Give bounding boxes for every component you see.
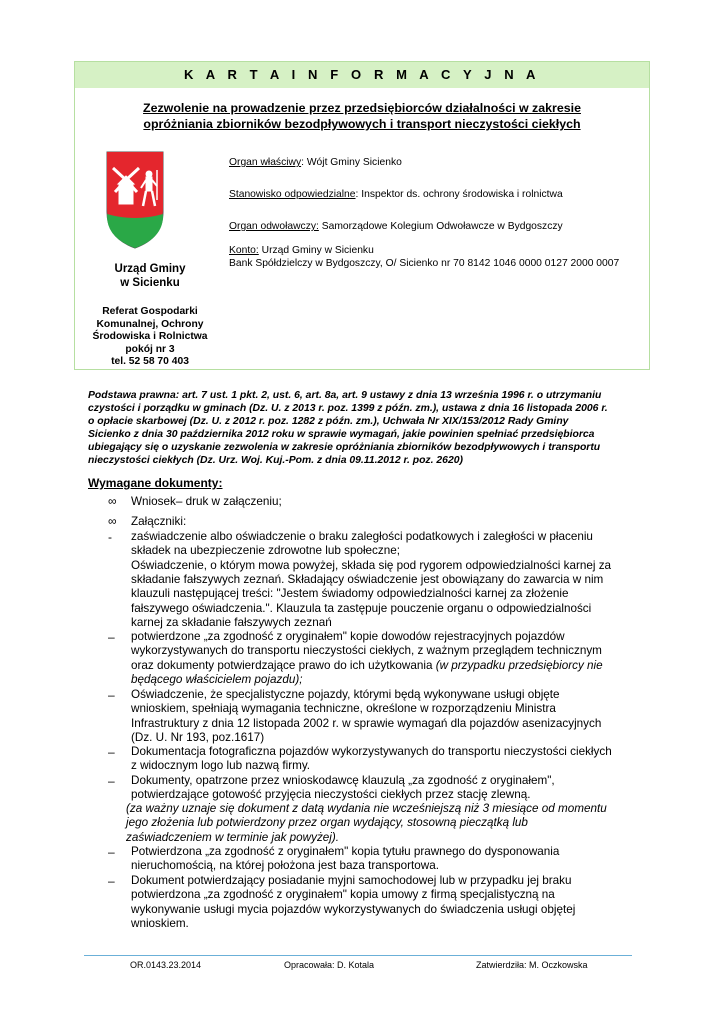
subject-line-2: opróżniania zbiorników bezodpływowych i transport nieczystości ciekłych	[143, 117, 581, 131]
attachment-property-title	[131, 845, 639, 874]
list-item: Wniosek– druk w załączeniu;	[131, 495, 282, 508]
text-line: składek na ubezpieczenie zdrowotne lub społeczne;	[131, 544, 400, 558]
office-name	[75, 262, 225, 290]
text-line: potwierdzające gotowość przyjęcia nieczystości ciekłych przez stację zlewną.	[131, 788, 531, 802]
appeal-value: Samorządowe Kolegium Odwoławcze w Bydgoszczy	[318, 221, 563, 232]
text-span-italic: (w przypadku przedsiębiorcy nie	[435, 658, 603, 672]
dept-line-1: Referat Gospodarki	[102, 306, 198, 317]
text-line: Infrastruktury z dnia 12 listopada 2002 r. w sprawie wymagań dla pojazdów asenizacyjnych	[131, 716, 602, 730]
footer-approved-by: Zatwierdziła: M. Oczkowska	[476, 960, 588, 970]
text-line: wnioskiem, spełniają wymagania techniczne, określone w rozporządzeniu Ministra	[131, 702, 556, 716]
organ-row	[229, 157, 402, 170]
text-line: zaświadczenie albo oświadczenie o braku zaległości podatkowych i zaległości w płaceniu	[131, 530, 593, 543]
position-value: : Inspektor ds. ochrony środowiska i rolnictwa	[355, 189, 563, 200]
text-line: (Dz. U. Nr 193, poz.1617)	[131, 731, 265, 745]
card-title: K A R T A I N F O R M A C Y J N A	[75, 62, 649, 88]
text-line: jego złożenia lub potwierdzony przez organ wydający, stosowną pieczątką lub	[126, 816, 528, 830]
text-line: wykorzystywanych do transportu nieczystości ciekłych, z ważnym przeglądem technicznym	[131, 644, 602, 658]
text-line: potwierdzone „za zgodność z oryginałem" kopie dowodów rejestracyjnych pojazdów	[131, 630, 565, 643]
text-line: Dokumentacja fotograficzna pojazdów wykorzystywanych do transportu nieczystości ciekłych	[131, 745, 612, 758]
legal-line: o opłacie skarbowej (Dz. U. z 2012 r. poz. 1282 z późn. zm.), Uchwała Nr XIX/153/2012 Rady Gminy	[88, 416, 569, 428]
legal-line: Sicienko z dnia 30 października 2012 roku w sprawie wymagań, jakie powinien spełniać przedsiębiorca	[88, 429, 595, 441]
text-line	[131, 673, 639, 687]
text-line: Potwierdzona „za zgodność z oryginałem" kopia tytułu prawnego do dysponowania	[131, 845, 560, 858]
attachment-vehicle-registration	[131, 630, 639, 687]
municipality-crest-icon	[105, 150, 165, 250]
text-line: Oświadczenie, że specjalistyczne pojazdy, którymi będą wykonywane usługi objęte	[131, 688, 560, 701]
attachment-vehicle-statement	[131, 688, 639, 745]
text-line: składanie fałszywych zeznań. Składający oświadczenie jest obowiązany do zawarcia w nim	[131, 573, 604, 587]
legal-line: ubiegający się o uzyskanie zezwolenia w zakresie opróżniania zbiorników bezodpływowych i transportu	[88, 442, 601, 454]
text-line: (za ważny uznaje się dokument z datą wydania nie wcześniejszą niż 3 miesiące od momentu	[126, 802, 607, 815]
text-line	[131, 659, 639, 673]
footer-prepared-by: Opracowała: D. Kotala	[284, 960, 375, 970]
account-row	[229, 245, 374, 258]
text-line: klauzuli następującej treści: "Jestem świadomy odpowiedzialności karnej za złożenie	[131, 587, 569, 601]
appeal-label: Organ odwoławczy:	[229, 221, 319, 232]
legal-line: czystości i porządku w gminach (Dz. U. z 2013 r. poz. 1399 z późn. zm.), ustawa z dnia 16 listopada 2006 r.	[88, 403, 608, 415]
requirements-title: Wymagane dokumenty:	[88, 476, 223, 490]
office-name-line-2: w Sicienku	[120, 277, 180, 289]
organ-label: Organ właściwy	[229, 157, 302, 168]
text-line: Dokument potwierdzający posiadanie myjni samochodowej lub w przypadku jej braku	[131, 874, 572, 887]
text-line: zaświadczeniem w terminie jak powyżej).	[126, 830, 340, 844]
account-label: Konto:	[229, 245, 259, 256]
text-line: wnioskiem.	[131, 917, 189, 931]
dash-bullet: –	[108, 774, 115, 788]
office-name-line-1: Urząd Gminy	[114, 263, 186, 275]
info-card	[74, 61, 650, 370]
room-number: pokój nr 3	[125, 343, 175, 355]
dash-bullet: –	[108, 874, 115, 888]
position-label: Stanowisko odpowiedzialne	[229, 189, 356, 200]
phone-number: tel. 52 58 70 403	[111, 356, 189, 368]
department-info	[75, 306, 225, 369]
footer-reference: OR.0143.23.2014	[130, 960, 202, 970]
bank-row: Bank Spółdzielczy w Bydgoszczy, O/ Sicienko nr 70 8142 1046 0000 0127 2000 0007	[229, 258, 620, 269]
text-line: Dokumenty, opatrzone przez wnioskodawcę klauzulą „za zgodność z oryginałem",	[131, 774, 555, 787]
dept-line-2: Komunalnej, Ochrony	[96, 318, 204, 330]
validity-note	[126, 802, 638, 845]
dept-line-3: Środowiska i Rolnictwa	[92, 331, 208, 343]
legal-basis	[88, 389, 634, 468]
text-line: wykonywanie usługi mycia pojazdów wykorzystywanych do świadczenia usługi objętej	[131, 902, 576, 916]
dash-bullet: –	[108, 745, 115, 759]
footer-divider	[84, 955, 632, 956]
infinity-bullet-icon: ∞	[108, 494, 117, 508]
organ-value: : Wójt Gminy Sicienko	[301, 157, 402, 168]
attachment-photo-documentation	[131, 745, 639, 774]
dash-bullet: -	[108, 530, 112, 544]
dash-bullet: –	[108, 688, 115, 702]
list-item: Załączniki:	[131, 515, 187, 528]
infinity-bullet-icon: ∞	[108, 514, 117, 528]
dash-bullet: –	[108, 630, 115, 644]
legal-line: Podstawa prawna: art. 7 ust. 1 pkt. 2, ust. 6, art. 8a, art. 9 ustawy z dnia 13 września 1996 r. o utrzymaniu	[88, 390, 602, 401]
attachment-tax-certificate	[131, 530, 639, 630]
attachment-car-wash	[131, 874, 639, 931]
appeal-row	[229, 221, 563, 234]
text-span-italic: będącego właścicielem pojazdu);	[131, 673, 303, 687]
text-line: z widocznym logo lub nazwą firmy.	[131, 759, 311, 773]
text-line: karnej za składanie fałszywych zeznań	[131, 616, 332, 630]
text-line: nieruchomością, na której położona jest baza transportowa.	[131, 859, 439, 873]
text-line: Oświadczenie, o którym mowa powyżej, składa się pod rygorem odpowiedzialności karnej za	[131, 558, 612, 572]
text-span: oraz dokumenty potwierdzające prawo do ich użytkowania	[131, 658, 436, 672]
attachment-discharge-station	[131, 774, 639, 803]
text-line: fałszywego oświadczenia.". Klauzula ta zastępuje pouczenie organu o odpowiedzialności	[131, 601, 592, 615]
position-row	[229, 189, 563, 202]
legal-line: nieczystości ciekłych (Dz. Urz. Woj. Kuj.-Pom. z dnia 09.11.2012 r. poz. 2620)	[88, 455, 463, 467]
text-line: potwierdzona „za zgodność z oryginałem" kopia umowy z firmą specjalistyczną na	[131, 888, 555, 902]
subject-line-1: Zezwolenie na prowadzenie przez przedsiębiorców działalności w zakresie	[143, 101, 581, 115]
dash-bullet: –	[108, 845, 115, 859]
account-value: Urząd Gminy w Sicienku	[258, 245, 374, 256]
document-subject	[75, 100, 649, 132]
